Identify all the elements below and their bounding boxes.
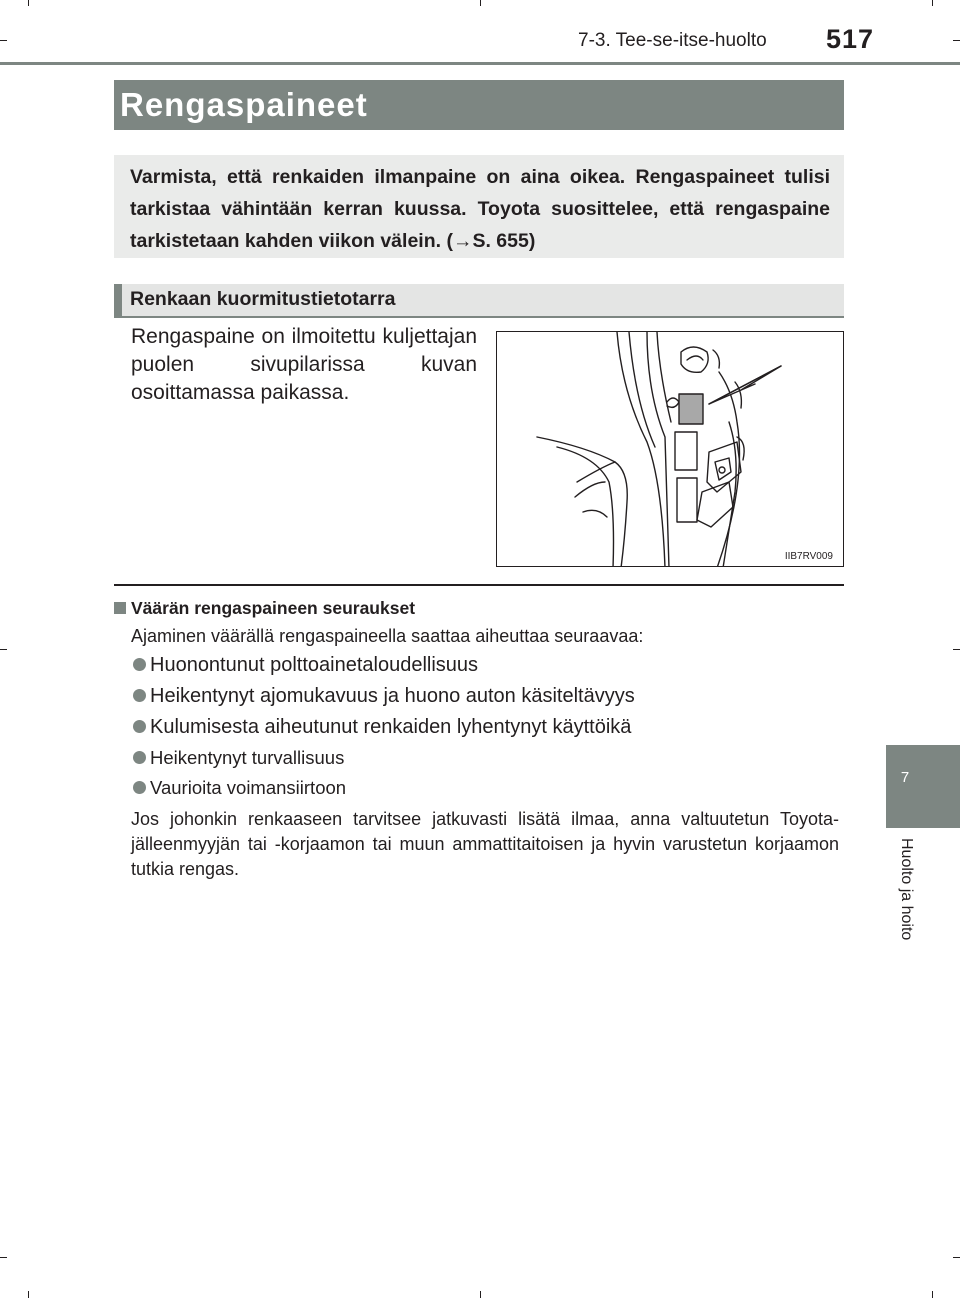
subsection-accent xyxy=(114,284,122,318)
crop-mark xyxy=(480,0,481,6)
consequences-heading-text: Väärän rengaspaineen seuraukset xyxy=(131,598,416,618)
list-item-text: Kulumisesta aiheutunut renkaiden lyhentynyt käyttöikä xyxy=(150,716,632,738)
list-item xyxy=(133,716,631,739)
crop-mark xyxy=(953,649,960,650)
chapter-title: Huolto ja hoito xyxy=(898,838,915,941)
door-pillar-illustration xyxy=(496,331,844,567)
header-rule xyxy=(0,62,960,65)
figure-code: IIB7RV009 xyxy=(784,551,833,562)
closing-paragraph: Jos johonkin renkaaseen tarvitsee jatkuvasti lisätä ilmaa, anna valtuutetun Toyota-jälleenmyyjän tai -korjaamon tai muun ammattitaitoisen ja hyvin varustetun korjaamon tutkia rengas. xyxy=(131,809,839,879)
list-item xyxy=(133,747,344,769)
list-item-text: Huonontunut polttoainetaloudellisuus xyxy=(150,654,479,676)
consequences-heading xyxy=(114,598,415,619)
crop-mark xyxy=(28,0,29,6)
list-item xyxy=(133,654,478,677)
bullet-dot-icon xyxy=(133,689,146,702)
label-location-text: Rengaspaine on ilmoitettu kuljettajan puolen sivupilarissa kuvan osoittamassa paikassa. xyxy=(131,325,477,404)
crop-mark xyxy=(0,649,7,650)
bullet-dot-icon xyxy=(133,658,146,671)
crop-mark xyxy=(953,1257,960,1258)
crop-mark xyxy=(953,40,960,41)
consequences-lead: Ajaminen väärällä rengaspaineella saattaa aiheuttaa seuraavaa: xyxy=(131,626,644,646)
list-item xyxy=(133,685,635,708)
section-divider xyxy=(114,584,844,586)
crop-mark xyxy=(932,1291,933,1298)
subsection-heading xyxy=(114,284,844,318)
crop-mark xyxy=(480,1291,481,1298)
bullet-dot-icon xyxy=(133,781,146,794)
list-item-text: Heikentynyt turvallisuus xyxy=(150,747,345,768)
list-item-text: Vaurioita voimansiirtoon xyxy=(150,777,347,798)
bullet-dot-icon xyxy=(133,751,146,764)
intro-box: Varmista, että renkaiden ilmanpaine on aina oikea. Rengaspaineet tulisi tarkistaa vähintään kerran kuussa. Toyota suosittelee, että rengaspaine tarkistetaan kahden viikon välein. (→S. 655) xyxy=(114,155,844,258)
crop-mark xyxy=(28,1291,29,1298)
subsection-title: Renkaan kuormitustietotarra xyxy=(130,288,396,310)
list-item xyxy=(133,777,346,799)
chapter-tab xyxy=(886,745,960,828)
page-number: 517 xyxy=(826,24,875,54)
page-title: Rengaspaineet xyxy=(114,80,844,130)
list-item-text: Heikentynyt ajomukavuus ja huono auton käsiteltävyys xyxy=(150,685,635,707)
crop-mark xyxy=(0,1257,7,1258)
section-heading: 7-3. Tee-se-itse-huolto xyxy=(578,30,767,51)
crop-mark xyxy=(0,40,7,41)
square-bullet-icon xyxy=(114,602,126,614)
bullet-dot-icon xyxy=(133,720,146,733)
crop-mark xyxy=(932,0,933,6)
chapter-number: 7 xyxy=(900,769,910,786)
pillar-drawing xyxy=(497,332,844,567)
